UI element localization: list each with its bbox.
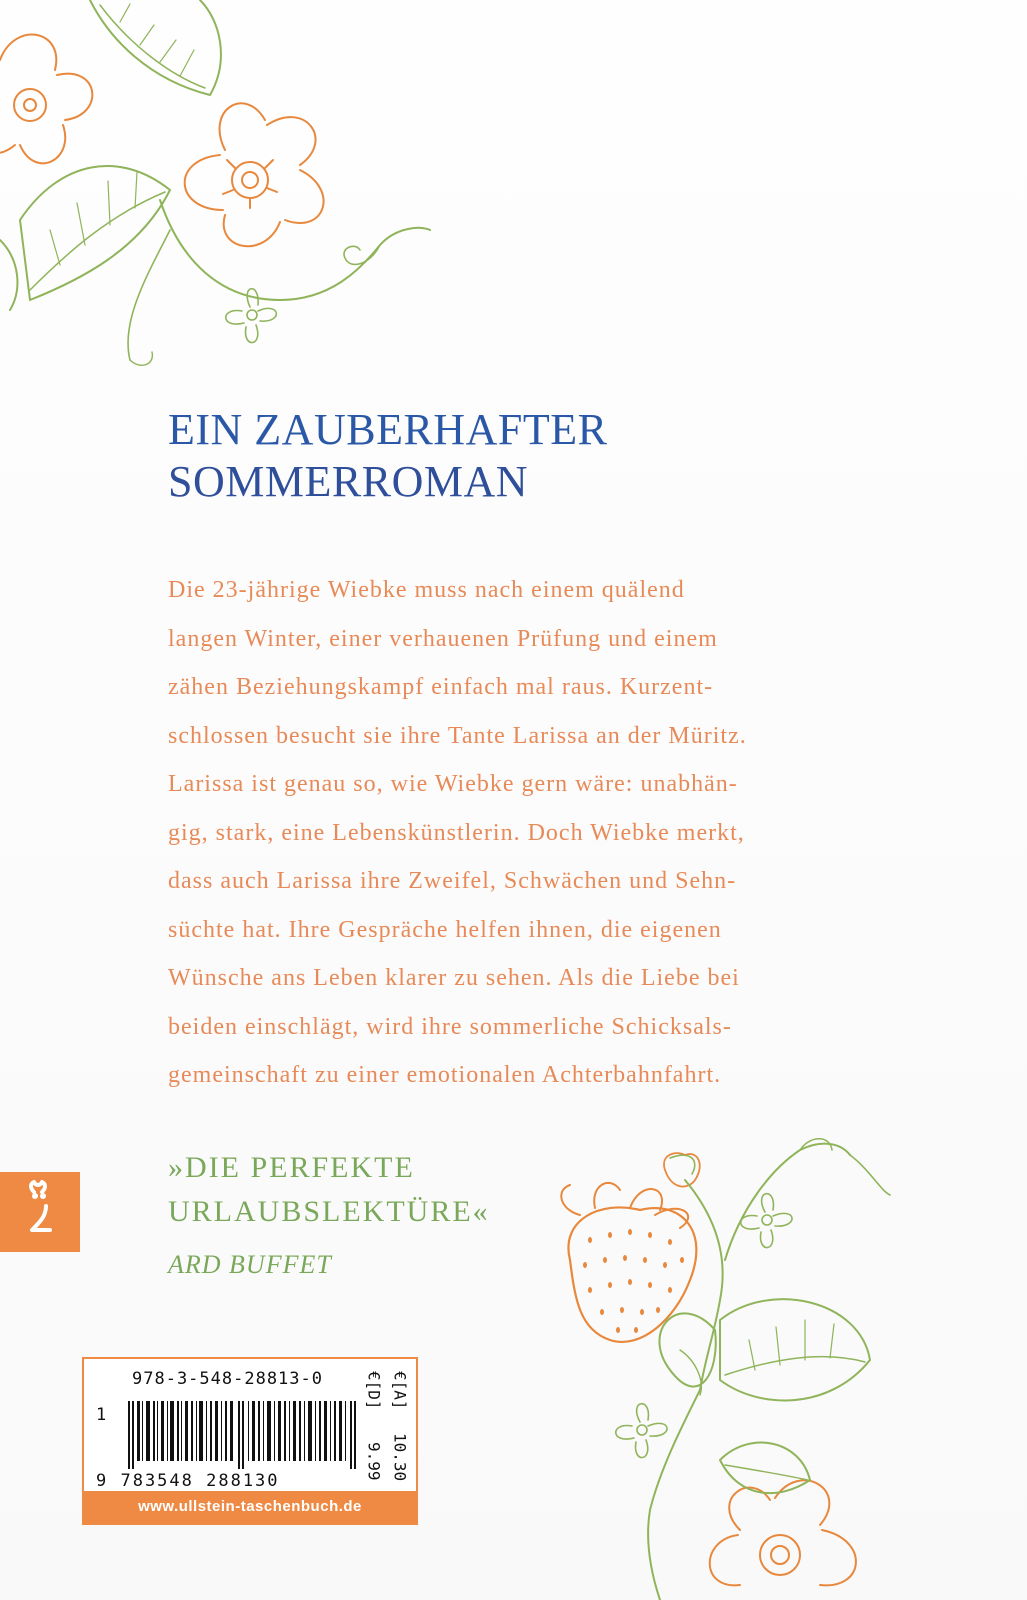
ullstein-owl-logo-icon — [0, 1172, 80, 1252]
isbn-number: 978-3-548-28813-0 — [132, 1369, 323, 1389]
price-at-value: 10.30 — [390, 1432, 410, 1481]
strawberry-illustration-bottom — [540, 1130, 920, 1600]
barcode-side-digit: 1 — [96, 1405, 107, 1425]
review-quote — [168, 1146, 490, 1234]
publisher-website: www.ullstein-taschenbuch.de — [84, 1491, 416, 1523]
price-germany — [362, 1371, 386, 1481]
blurb-line: Wünsche ans Leben klarer zu sehen. Als die Liebe bei — [168, 965, 740, 991]
blurb-line: gemeinschaft zu einer emotionalen Achterbahnfahrt. — [168, 1062, 722, 1088]
blurb-line: langen Winter, einer verhauenen Prüfung und einem — [168, 625, 718, 652]
publisher-tab — [0, 1172, 80, 1252]
price-block — [360, 1371, 412, 1481]
price-de-value: 9.99 — [364, 1442, 384, 1481]
quote-line-1: »DIE PERFEKTE — [168, 1151, 415, 1184]
ean-digits: 9 783548 288130 — [96, 1471, 280, 1491]
barcode-bars — [128, 1401, 358, 1469]
barcode-block — [82, 1357, 418, 1525]
headline-line-1: EIN ZAUBERHAFTER — [168, 405, 608, 454]
price-at-label: €[A] — [390, 1371, 410, 1410]
blurb-line: Larissa ist genau so, wie Wiebke gern wäre: unabhän- — [168, 771, 738, 797]
headline-line-2: SOMMERROMAN — [168, 457, 529, 506]
blurb-text — [168, 566, 848, 1100]
blurb-line: gig, stark, eine Lebenskünstlerin. Doch Wiebke merkt, — [168, 819, 745, 846]
quote-line-2: URLAUBSLEKTÜRE« — [168, 1195, 490, 1228]
headline — [168, 404, 607, 508]
quote-source: ARD BUFFET — [168, 1250, 332, 1279]
blurb-line: süchte hat. Ihre Gespräche helfen ihnen, die eigenen — [168, 916, 722, 943]
blurb-line: schlossen besucht sie ihre Tante Larissa an der Müritz. — [168, 722, 747, 749]
price-austria — [388, 1371, 412, 1481]
blurb-line: zähen Beziehungskampf einfach mal raus. Kurzent- — [168, 674, 714, 700]
blurb-line: beiden einschlägt, wird ihre sommerliche Schicksals- — [168, 1013, 732, 1040]
blurb-line: dass auch Larissa ihre Zweifel, Schwächen und Sehn- — [168, 868, 737, 894]
floral-illustration-top — [0, 0, 440, 380]
blurb-line: Die 23-jährige Wiebke muss nach einem quälend — [168, 577, 685, 603]
price-de-label: €[D] — [364, 1371, 384, 1410]
